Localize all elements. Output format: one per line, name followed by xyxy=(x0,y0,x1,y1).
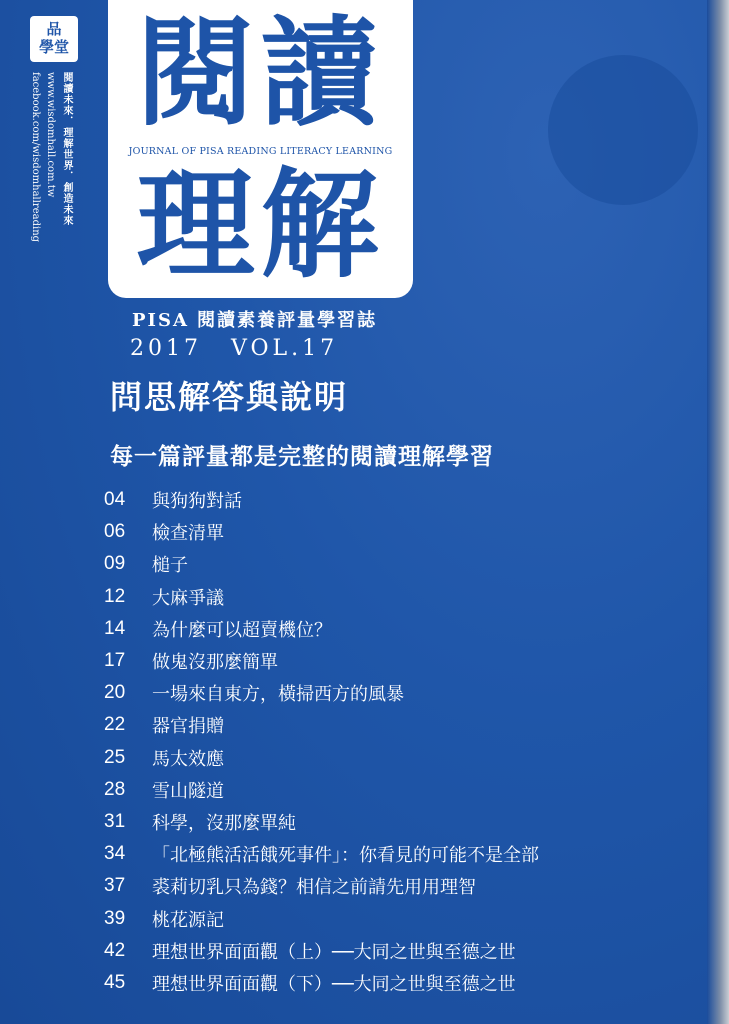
toc-item xyxy=(104,967,664,999)
toc-page: 06 xyxy=(104,521,126,543)
toc-page: 04 xyxy=(104,489,126,511)
toc-title: 「北極熊活活餓死事件」：你看見的可能不是全部 xyxy=(152,845,539,867)
toc-item xyxy=(104,806,664,838)
toc-page: 09 xyxy=(104,553,126,575)
issue-volume: VOL.17 xyxy=(231,336,339,361)
toc-page: 45 xyxy=(104,971,126,993)
toc-page: 25 xyxy=(104,746,126,768)
toc-page: 34 xyxy=(104,843,126,865)
logo-text-top: 品 xyxy=(46,20,62,38)
toc-page: 42 xyxy=(104,939,126,961)
toc-title: 檢查清單 xyxy=(152,523,224,545)
toc-page: 37 xyxy=(104,875,126,897)
toc-item xyxy=(104,774,664,806)
toc-page: 12 xyxy=(104,585,126,607)
toc-title: 理想世界面面觀（上）──大同之世與至德之世 xyxy=(152,941,516,963)
toc-item xyxy=(104,742,664,774)
toc-title: 理想世界面面觀（下）──大同之世與至德之世 xyxy=(152,973,516,995)
masthead-english-subtitle: JOURNAL OF PISA READING LITERACY LEARNING xyxy=(128,146,393,157)
issue-year: 2017 xyxy=(130,336,202,361)
toc-title: 器官捐贈 xyxy=(152,716,224,738)
toc-title: 科學，沒那麼單純 xyxy=(152,812,296,834)
issue-number xyxy=(130,336,338,361)
section-subheading: 每一篇評量都是完整的閱讀理解學習 xyxy=(110,444,494,470)
toc-title: 雪山隧道 xyxy=(152,780,224,802)
publisher-facebook: facebook.com/wisdomhallreading xyxy=(30,72,41,243)
toc-title: 馬太效應 xyxy=(152,748,224,770)
table-of-contents xyxy=(104,484,664,999)
toc-title: 為什麼可以超賣機位？ xyxy=(152,619,332,641)
toc-page: 39 xyxy=(104,907,126,929)
toc-page: 17 xyxy=(104,650,126,672)
toc-title: 桃花源記 xyxy=(152,909,224,931)
toc-page: 20 xyxy=(104,682,126,704)
publisher-website: www.wisdomhall.com.tw xyxy=(45,72,56,198)
toc-item xyxy=(104,645,664,677)
cover-edge xyxy=(707,0,729,1024)
toc-title: 槌子 xyxy=(152,555,188,577)
publisher-logo xyxy=(30,16,78,62)
section-heading: 問思解答與說明 xyxy=(110,378,349,416)
toc-item xyxy=(104,902,664,934)
toc-page: 31 xyxy=(104,810,126,832)
decorative-circle xyxy=(548,55,698,205)
masthead-title-line2: 理解 xyxy=(136,155,385,294)
toc-page: 22 xyxy=(104,714,126,736)
toc-page: 14 xyxy=(104,617,126,639)
masthead xyxy=(108,0,413,298)
toc-item xyxy=(104,838,664,870)
toc-title: 裘莉切乳只為錢？相信之前請先用用理智 xyxy=(152,877,476,899)
toc-page: 28 xyxy=(104,778,126,800)
toc-item xyxy=(104,581,664,613)
toc-title: 一場來自東方，橫掃西方的風暴 xyxy=(152,684,404,706)
masthead-title-line1: 閱讀 xyxy=(136,3,385,142)
toc-title: 與狗狗對話 xyxy=(152,491,242,513)
toc-item xyxy=(104,677,664,709)
logo-text-bottom: 學堂 xyxy=(38,38,69,56)
toc-item xyxy=(104,709,664,741)
toc-item xyxy=(104,548,664,580)
toc-item xyxy=(104,870,664,902)
series-name: PISA 閱讀素養評量學習誌 xyxy=(132,310,378,331)
toc-item xyxy=(104,516,664,548)
toc-title: 大麻爭議 xyxy=(152,587,224,609)
publisher-slogan: 閱讀未來．理解世界．創造未來 xyxy=(61,72,72,226)
toc-item xyxy=(104,613,664,645)
toc-title: 做鬼沒那麼簡單 xyxy=(152,652,278,674)
toc-item xyxy=(104,935,664,967)
toc-item xyxy=(104,484,664,516)
